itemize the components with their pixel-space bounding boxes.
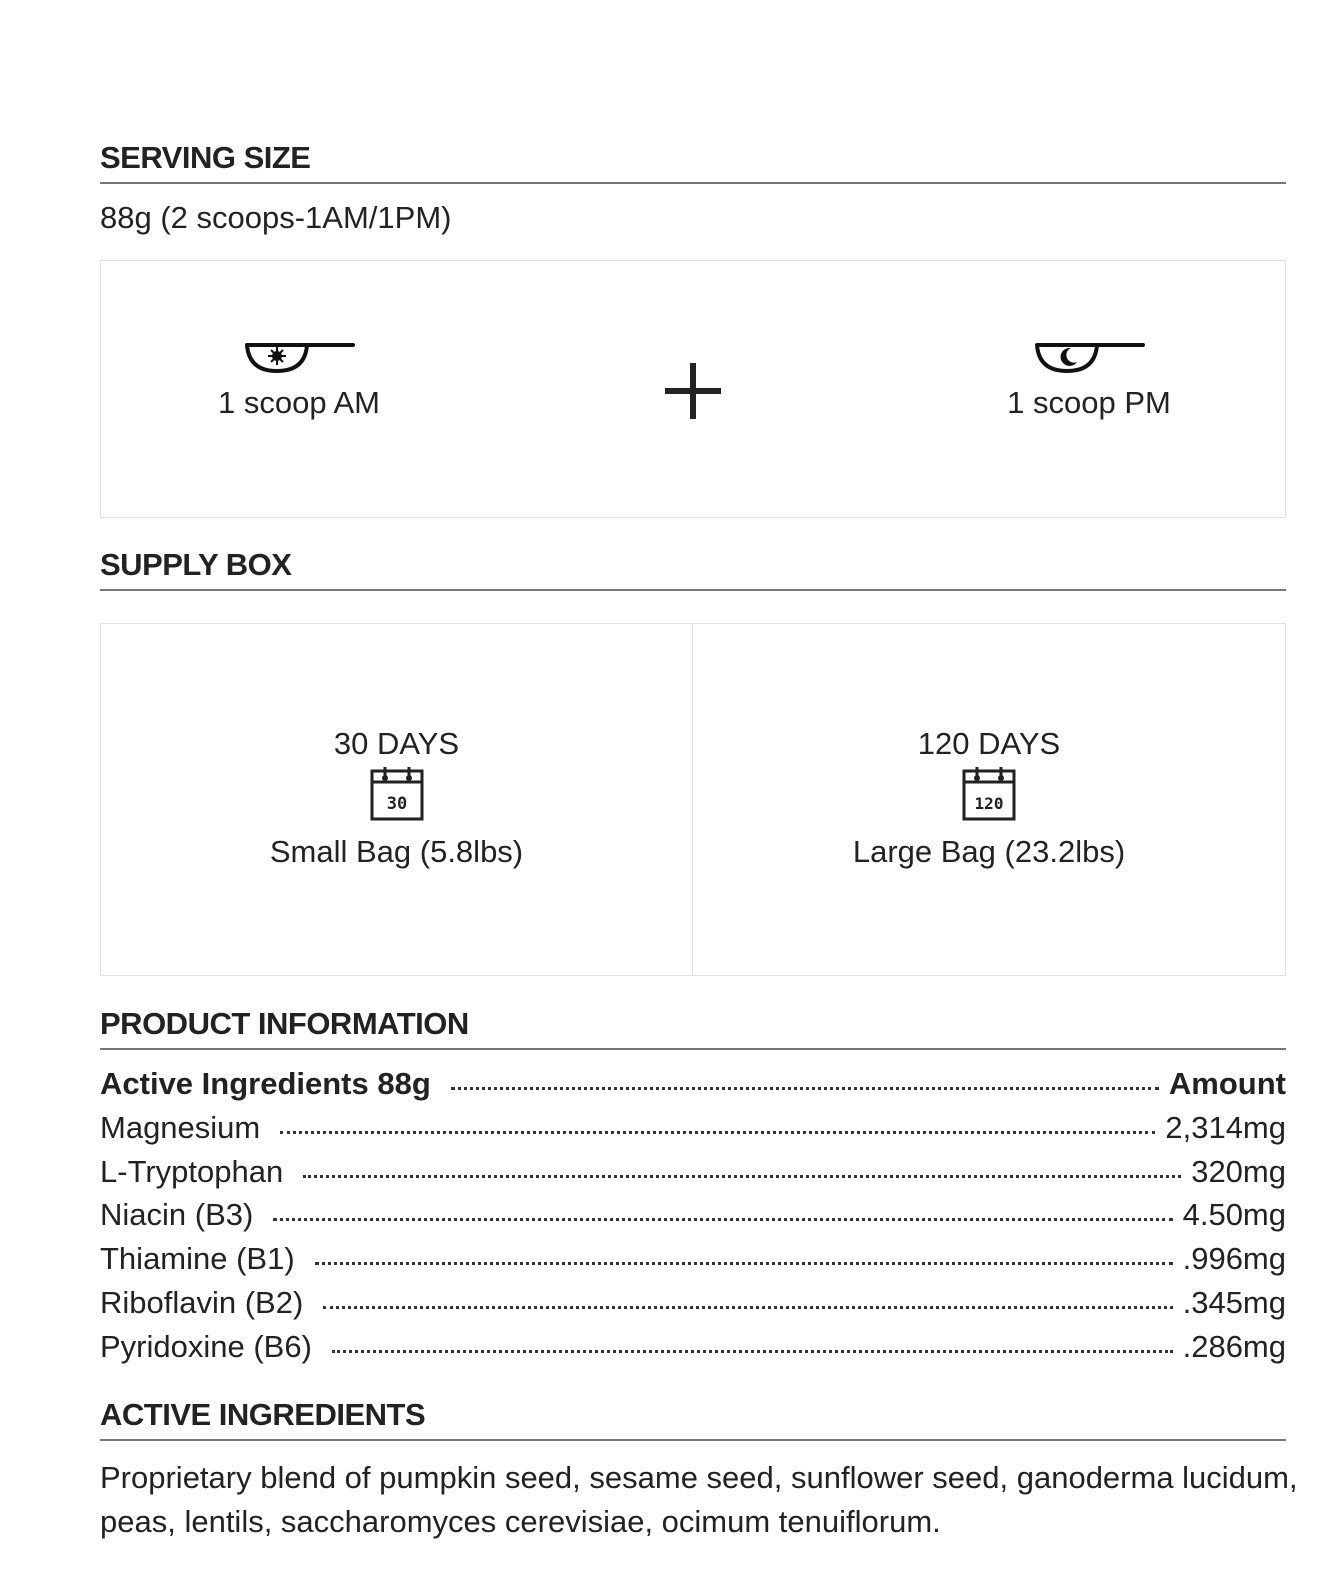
ingredient-amount: 2,314mg: [1165, 1109, 1286, 1145]
ingredient-amount: .286mg: [1182, 1328, 1286, 1364]
table-row: [100, 1106, 1286, 1150]
ingredient-name: Magnesium: [100, 1109, 261, 1145]
dot-leader: [332, 1348, 1173, 1353]
ingredient-name: L-Tryptophan: [100, 1153, 284, 1189]
active-ingredients-text: Proprietary blend of pumpkin seed, sesame seed, sunflower seed, ganoderma lucidum, peas, lentils, saccharomyces cerevisiae, ocimum tenuiflorum.: [100, 1460, 1298, 1539]
ingredient-name: Pyridoxine (B6): [100, 1328, 312, 1364]
ingredient-name: Thiamine (B1): [100, 1241, 295, 1277]
product-information-title: PRODUCT INFORMATION: [100, 1006, 1286, 1050]
supply-bag-label: Large Bag (23.2lbs): [852, 834, 1126, 869]
calendar-icon: [369, 766, 425, 822]
scoop-pm: [969, 331, 1209, 421]
scoop-pm-label: 1 scoop PM: [1007, 385, 1171, 420]
table-row: [100, 1281, 1286, 1325]
table-row: [100, 1150, 1286, 1194]
scoop-sun-icon: [239, 331, 359, 379]
serving-size-title: SERVING SIZE: [100, 140, 1286, 184]
supply-box-title: SUPPLY BOX: [100, 547, 1286, 591]
scoop-moon-icon: [1029, 331, 1149, 379]
supply-options-box: [100, 623, 1286, 976]
dot-leader: [315, 1260, 1173, 1265]
dot-leader: [273, 1216, 1172, 1221]
supply-days-label: 120 DAYS: [917, 726, 1061, 761]
ingredient-name: Riboflavin (B2): [100, 1284, 304, 1320]
supply-bag-label: Small Bag (5.8lbs): [269, 834, 524, 869]
ingredient-amount: .345mg: [1182, 1284, 1286, 1320]
scoop-am: [179, 331, 419, 421]
supply-option-30[interactable]: [101, 624, 693, 976]
ingredient-amount: .996mg: [1182, 1241, 1286, 1277]
dot-leader: [280, 1129, 1155, 1134]
table-row: [100, 1193, 1286, 1237]
supply-days-label: 30 DAYS: [333, 726, 460, 761]
calendar-icon: [961, 766, 1017, 822]
supply-option-120[interactable]: [693, 624, 1285, 976]
calendar-number: 30: [386, 794, 407, 814]
serving-size-value: 88g (2 scoops-1AM/1PM): [100, 200, 452, 235]
dot-leader: [451, 1085, 1159, 1090]
ingredients-table: [100, 1062, 1286, 1369]
table-row: [100, 1325, 1286, 1369]
header-amount: Amount: [1168, 1066, 1286, 1101]
ingredient-name: Niacin (B3): [100, 1197, 254, 1233]
serving-scoops-box: [100, 260, 1286, 518]
plus-icon: [663, 361, 723, 421]
scoop-am-label: 1 scoop AM: [218, 385, 380, 420]
ingredients-table-header: [100, 1062, 1286, 1106]
table-row: [100, 1237, 1286, 1281]
dot-leader: [303, 1173, 1181, 1178]
active-ingredients-title: ACTIVE INGREDIENTS: [100, 1397, 1286, 1441]
ingredient-amount: 4.50mg: [1182, 1197, 1286, 1233]
header-name: Active Ingredients 88g: [100, 1066, 431, 1101]
ingredient-amount: 320mg: [1191, 1153, 1286, 1189]
calendar-number: 120: [974, 794, 1004, 813]
dot-leader: [323, 1304, 1172, 1309]
